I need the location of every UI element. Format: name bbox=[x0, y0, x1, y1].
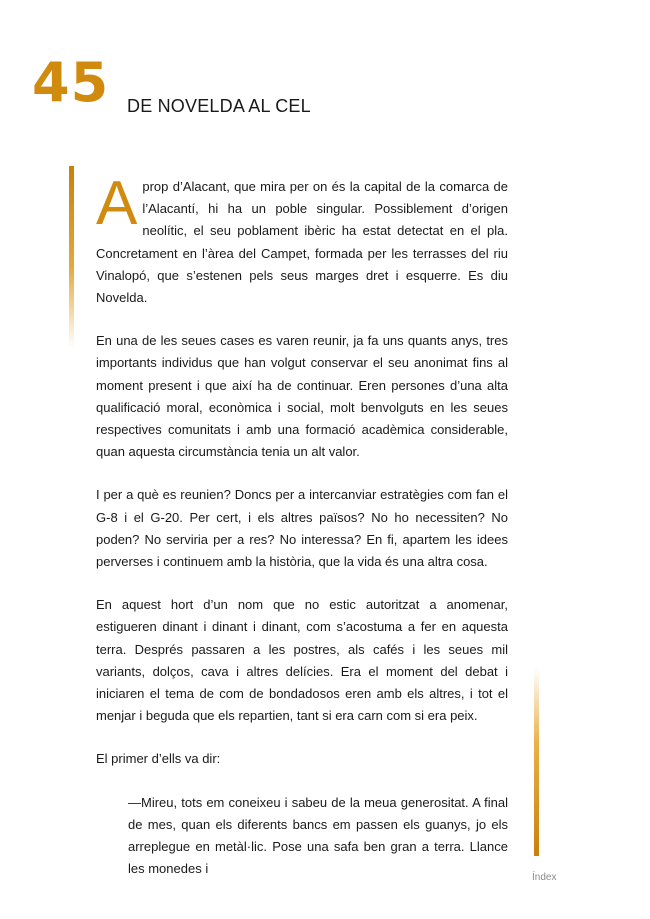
drop-cap: A bbox=[96, 169, 138, 238]
paragraph-4: En aquest hort d’un nom que no estic autoritzat a anomenar, estigueren dinant i dinant i dinant, com s’acostuma a fer en aquesta terra. Després passaren a les postres, als cafés i les seues mil variants, dolços, cava i altres delícies. Era el moment del debat i iniciaren el tema de com de bondadosos eren amb els altres, i tot el menjar i beguda que els repartien, tant si era carn com si era peix. bbox=[96, 597, 508, 724]
chapter-title: DE NOVELDA AL CEL bbox=[127, 96, 311, 116]
body-text bbox=[96, 169, 508, 901]
paragraph-1-text: prop d’Alacant, que mira per on és la capital de la comarca de l’Alacantí, hi ha un poble singular. Possiblement d’origen neolític, el seu poblament ibèric ha estat detectat en el pla. Concretament en l’àrea del Campet, formada per les terrasses del riu Vinalopó, que s’estenen pels seus marges dret i esquerre. Es diu Novelda. bbox=[96, 179, 508, 306]
paragraph-1 bbox=[96, 169, 508, 309]
paragraph-2: En una de les seues cases es varen reunir, ja fa uns quants anys, tres importants individus que han volgut conservar el seu anonimat fins al moment present i que així ha de continuar. Eren persones d’una alta qualificació moral, econòmica i social, molt benvolguts en les seues respectives comunitats i amb una formació acadèmica considerable, quan aquesta circumstància tenia un alt valor. bbox=[96, 333, 508, 460]
paragraph-6-dialogue: —Mireu, tots em coneixeu i sabeu de la meua generositat. A final de mes, quan els diferents bancs em passen els guanys, jo els arreplegue en metàl·lic. Pose una safa ben gran a terra. Llance les monedes i bbox=[128, 794, 508, 877]
paragraph-5: El primer d’ells va dir: bbox=[96, 751, 221, 767]
accent-bar-left bbox=[69, 166, 74, 348]
index-link[interactable]: Índex bbox=[532, 872, 557, 883]
accent-bar-right bbox=[534, 668, 539, 856]
chapter-number: 45 bbox=[32, 51, 110, 114]
paragraph-3: I per a què es reunien? Doncs per a intercanviar estratègies com fan el G-8 i el G-20. Per cert, i els altres països? No ho necessiten? No poden? No serviria per a res? No interessa? En fi, apartem les idees perverses i continuem amb la història, que la vida és una altra cosa. bbox=[96, 487, 508, 570]
